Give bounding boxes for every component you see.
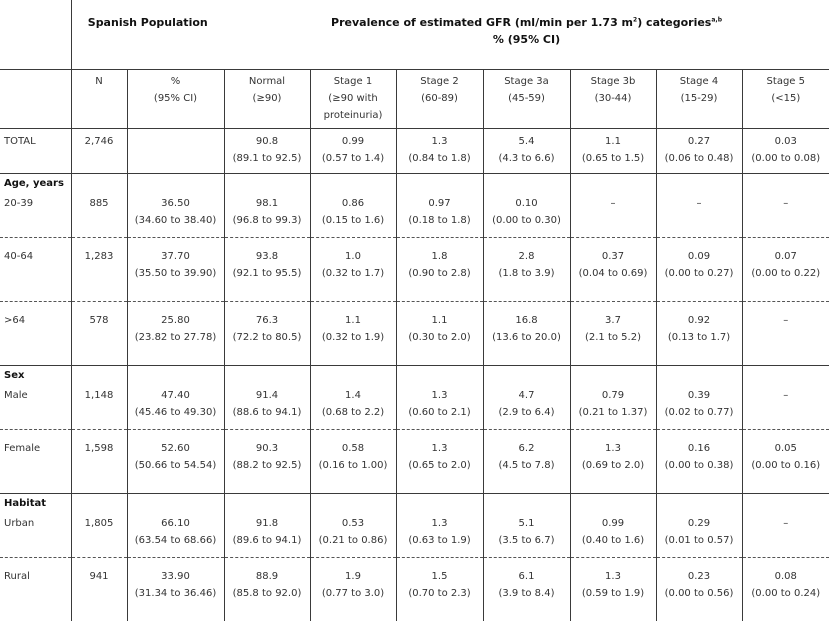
- row-label: Female: [0, 430, 71, 494]
- table-row-urban: [0, 515, 829, 558]
- cell-normal: 88.9 (85.8 to 92.0): [224, 558, 310, 621]
- cell-stage-3b: 3.7 (2.1 to 5.2): [570, 302, 656, 366]
- cell-stage-3a: 6.2 (4.5 to 7.8): [483, 430, 570, 494]
- section-header-sex: [0, 366, 829, 388]
- section-header-age: [0, 174, 829, 196]
- row-label: >64: [0, 302, 71, 366]
- row-n: 1,598: [71, 430, 127, 494]
- cell-stage-4: 0.27 (0.06 to 0.48): [656, 129, 742, 174]
- prevalence-title: Prevalence of estimated GFR (ml/min per 1.73 $m^2$) categories$^{a,b}$: [224, 14, 829, 31]
- table-row-rural: [0, 558, 829, 621]
- col-header-stage-1: Stage 1 (≥90 with proteinuria): [310, 70, 396, 129]
- cell-stage-4: 0.16 (0.00 to 0.38): [656, 430, 742, 494]
- col-header-percent: % (95% CI): [127, 70, 224, 129]
- col-header-stage-3a: Stage 3a (45-59): [483, 70, 570, 129]
- header-row-columns: [0, 70, 829, 129]
- cell-stage-1: 1.9 (0.77 to 3.0): [310, 558, 396, 621]
- table-row-age-40-64: [0, 238, 829, 302]
- cell-stage-5: –: [742, 195, 829, 238]
- cell-percent: 47.40 (45.46 to 49.30): [127, 387, 224, 430]
- row-n: 1,148: [71, 387, 127, 430]
- header-blank: [0, 0, 71, 70]
- cell-stage-2: 1.8 (0.90 to 2.8): [396, 238, 483, 302]
- cell-stage-1: 0.86 (0.15 to 1.6): [310, 195, 396, 238]
- cell-normal: 91.4 (88.6 to 94.1): [224, 387, 310, 430]
- row-n: 2,746: [71, 129, 127, 174]
- section-header-habitat: [0, 494, 829, 516]
- cell-stage-3b: –: [570, 195, 656, 238]
- cell-stage-3a: 16.8 (13.6 to 20.0): [483, 302, 570, 366]
- cell-stage-3b: 0.99 (0.40 to 1.6): [570, 515, 656, 558]
- section-label: Sex: [0, 366, 71, 388]
- cell-percent: 25.80 (23.82 to 27.78): [127, 302, 224, 366]
- cell-percent: 36.50 (34.60 to 38.40): [127, 195, 224, 238]
- cell-normal: 90.3 (88.2 to 92.5): [224, 430, 310, 494]
- cell-stage-3b: 0.79 (0.21 to 1.37): [570, 387, 656, 430]
- cell-percent: 37.70 (35.50 to 39.90): [127, 238, 224, 302]
- cell-stage-3b: 1.3 (0.69 to 2.0): [570, 430, 656, 494]
- col-header-stage-2: Stage 2 (60-89): [396, 70, 483, 129]
- row-n: 1,283: [71, 238, 127, 302]
- cell-percent: [127, 129, 224, 174]
- cell-normal: 90.8 (89.1 to 92.5): [224, 129, 310, 174]
- cell-stage-1: 1.1 (0.32 to 1.9): [310, 302, 396, 366]
- spanish-population-header: Spanish Population: [71, 0, 224, 70]
- row-label: 20-39: [0, 195, 71, 238]
- cell-normal: 93.8 (92.1 to 95.5): [224, 238, 310, 302]
- cell-stage-3a: 5.4 (4.3 to 6.6): [483, 129, 570, 174]
- cell-stage-5: –: [742, 302, 829, 366]
- row-label: TOTAL: [0, 129, 71, 174]
- cell-stage-4: 0.09 (0.00 to 0.27): [656, 238, 742, 302]
- header-blank-2: [0, 70, 71, 129]
- cell-stage-5: –: [742, 515, 829, 558]
- cell-percent: 52.60 (50.66 to 54.54): [127, 430, 224, 494]
- cell-stage-4: 0.23 (0.00 to 0.56): [656, 558, 742, 621]
- cell-stage-2: 1.3 (0.65 to 2.0): [396, 430, 483, 494]
- cell-stage-1: 0.99 (0.57 to 1.4): [310, 129, 396, 174]
- table-row-female: [0, 430, 829, 494]
- table-row-age-20-39: [0, 195, 829, 238]
- cell-stage-5: 0.05 (0.00 to 0.16): [742, 430, 829, 494]
- cell-stage-3b: 1.1 (0.65 to 1.5): [570, 129, 656, 174]
- col-header-stage-5: Stage 5 (<15): [742, 70, 829, 129]
- cell-stage-2: 1.1 (0.30 to 2.0): [396, 302, 483, 366]
- cell-stage-2: 1.3 (0.84 to 1.8): [396, 129, 483, 174]
- cell-stage-1: 0.53 (0.21 to 0.86): [310, 515, 396, 558]
- header-row-groups: [0, 0, 829, 70]
- row-n: 1,805: [71, 515, 127, 558]
- cell-stage-5: 0.03 (0.00 to 0.08): [742, 129, 829, 174]
- col-header-stage-3b: Stage 3b (30-44): [570, 70, 656, 129]
- cell-stage-3b: 1.3 (0.59 to 1.9): [570, 558, 656, 621]
- row-n: 578: [71, 302, 127, 366]
- cell-percent: 66.10 (63.54 to 68.66): [127, 515, 224, 558]
- row-n: 885: [71, 195, 127, 238]
- table-row-male: [0, 387, 829, 430]
- cell-stage-5: –: [742, 387, 829, 430]
- section-label: Habitat: [0, 494, 71, 516]
- row-label: Urban: [0, 515, 71, 558]
- cell-stage-4: 0.39 (0.02 to 0.77): [656, 387, 742, 430]
- prevalence-subtitle: % (95% CI): [224, 31, 829, 48]
- table-row-age-over-64: [0, 302, 829, 366]
- row-label: Male: [0, 387, 71, 430]
- cell-stage-3b: 0.37 (0.04 to 0.69): [570, 238, 656, 302]
- cell-stage-3a: 6.1 (3.9 to 8.4): [483, 558, 570, 621]
- cell-stage-3a: 2.8 (1.8 to 3.9): [483, 238, 570, 302]
- cell-stage-5: 0.08 (0.00 to 0.24): [742, 558, 829, 621]
- cell-stage-1: 1.4 (0.68 to 2.2): [310, 387, 396, 430]
- col-header-n: N: [71, 70, 127, 129]
- cell-percent: 33.90 (31.34 to 36.46): [127, 558, 224, 621]
- cell-stage-1: 0.58 (0.16 to 1.00): [310, 430, 396, 494]
- table-row-total: [0, 129, 829, 174]
- col-header-normal: Normal (≥90): [224, 70, 310, 129]
- cell-stage-3a: 5.1 (3.5 to 6.7): [483, 515, 570, 558]
- cell-stage-2: 0.97 (0.18 to 1.8): [396, 195, 483, 238]
- cell-stage-4: 0.92 (0.13 to 1.7): [656, 302, 742, 366]
- cell-stage-4: 0.29 (0.01 to 0.57): [656, 515, 742, 558]
- cell-stage-5: 0.07 (0.00 to 0.22): [742, 238, 829, 302]
- prevalence-header: [224, 0, 829, 70]
- cell-stage-4: –: [656, 195, 742, 238]
- cell-normal: 98.1 (96.8 to 99.3): [224, 195, 310, 238]
- cell-stage-3a: 4.7 (2.9 to 6.4): [483, 387, 570, 430]
- cell-stage-2: 1.5 (0.70 to 2.3): [396, 558, 483, 621]
- section-label: Age, years: [0, 174, 71, 196]
- cell-stage-3a: 0.10 (0.00 to 0.30): [483, 195, 570, 238]
- col-header-stage-4: Stage 4 (15-29): [656, 70, 742, 129]
- cell-stage-1: 1.0 (0.32 to 1.7): [310, 238, 396, 302]
- cell-stage-2: 1.3 (0.63 to 1.9): [396, 515, 483, 558]
- cell-normal: 91.8 (89.6 to 94.1): [224, 515, 310, 558]
- row-label: Rural: [0, 558, 71, 621]
- row-n: 941: [71, 558, 127, 621]
- cell-stage-2: 1.3 (0.60 to 2.1): [396, 387, 483, 430]
- cell-normal: 76.3 (72.2 to 80.5): [224, 302, 310, 366]
- row-label: 40-64: [0, 238, 71, 302]
